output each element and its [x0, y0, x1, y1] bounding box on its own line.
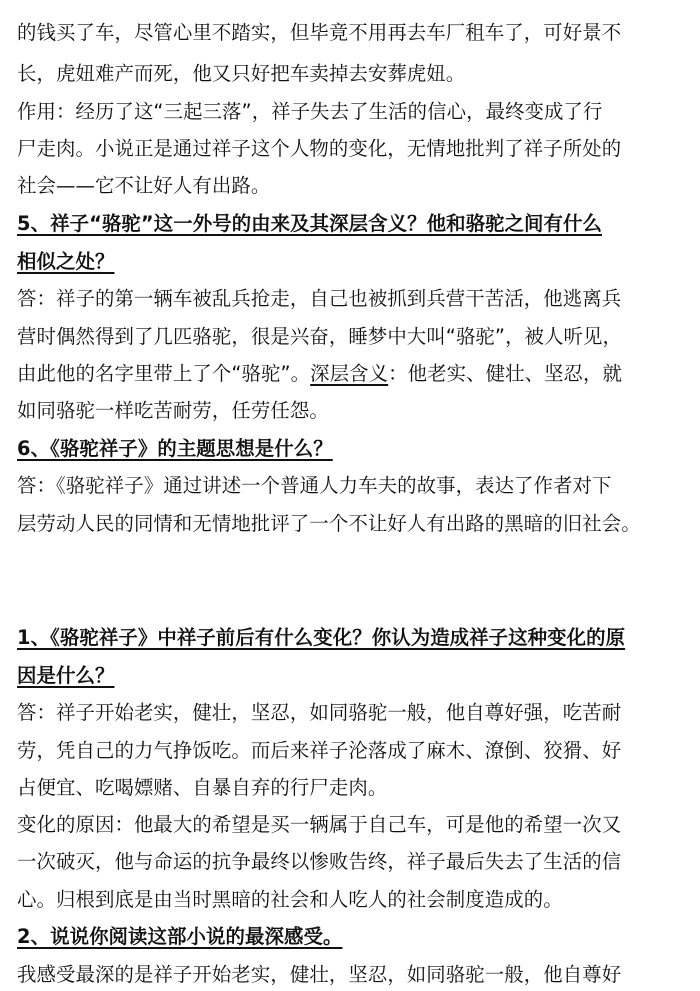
text-line: 答：《骆驼祥子》通过讲述一个普通人力车夫的故事，表达了作者对下	[17, 474, 612, 497]
text-line: 劳，凭自己的力气挣饭吃。而后来祥子沦落成了麻木、潦倒、狡猾、好	[17, 739, 622, 762]
text-line: 一次破灭，他与命运的抗争最终以惨败告终，祥子最后失去了生活的信	[17, 850, 622, 873]
question-6-heading: 6、《骆驼祥子》的主题思想是什么？	[17, 437, 333, 460]
text-line: 层劳动人民的同情和无情地批评了一个不让好人有出路的黑暗的旧社会。	[17, 512, 641, 535]
question-1-heading-cont: 因是什么？	[17, 664, 115, 687]
text-line: 我感受最深的是祥子开始老实，健壮，坚忍，如同骆驼一般，他自尊好	[17, 963, 622, 986]
text-line: 尸走肉。小说正是通过祥子这个人物的变化，无情地批判了祥子所处的	[17, 137, 622, 160]
text-line: 如同骆驼一样吃苦耐劳，任劳任怨。	[17, 399, 329, 422]
text-line: 心。归根到底是由当时黑暗的社会和人吃人的社会制度造成的。	[17, 888, 563, 911]
text-line: 的钱买了车，尽管心里不踏实，但毕竟不用再去车厂租车了，可好景不	[17, 21, 622, 44]
deep-meaning-label: 深层含义	[310, 362, 389, 385]
text-line: 变化的原因：他最大的希望是买一辆属于自己车，可是他的希望一次又	[17, 813, 622, 836]
question-5-heading: 5、祥子“骆驼”这一外号的由来及其深层含义？他和骆驼之间有什么	[17, 212, 603, 235]
text-line: 答：祥子开始老实，健壮，坚忍，如同骆驼一般，他自尊好强，吃苦耐	[17, 701, 622, 724]
question-1-heading: 1、《骆驼祥子》中祥子前后有什么变化？你认为造成祥子这种变化的原	[17, 626, 626, 649]
question-5-heading-cont: 相似之处？	[17, 250, 115, 273]
text-line: 营时偶然得到了几匹骆驼，很是兴奋，睡梦中大叫“骆驼”，被人听见，	[17, 325, 623, 348]
text-line: 占便宜、吃喝嫖赌、自暴自弃的行尸走肉。	[17, 776, 388, 799]
text-line: 长，虎妞难产而死，他又只好把车卖掉去安葬虎妞。	[17, 62, 466, 85]
text-line: 作用：经历了这“三起三落”，祥子失去了生活的信心，最终变成了行	[17, 100, 603, 123]
text-segment: 由此他的名字里带上了个“骆驼”。	[17, 362, 311, 385]
text-line-with-underline	[17, 361, 686, 389]
text-segment: ：他老实、健壮、坚忍，就	[388, 362, 623, 385]
text-line: 答：祥子的第一辆车被乱兵抢走，自己也被抓到兵营干苦活，他逃离兵	[17, 287, 622, 310]
question-2-heading: 2、说说你阅读这部小说的最深感受。	[17, 925, 343, 948]
text-line: 社会——它不让好人有出路。	[17, 174, 271, 197]
